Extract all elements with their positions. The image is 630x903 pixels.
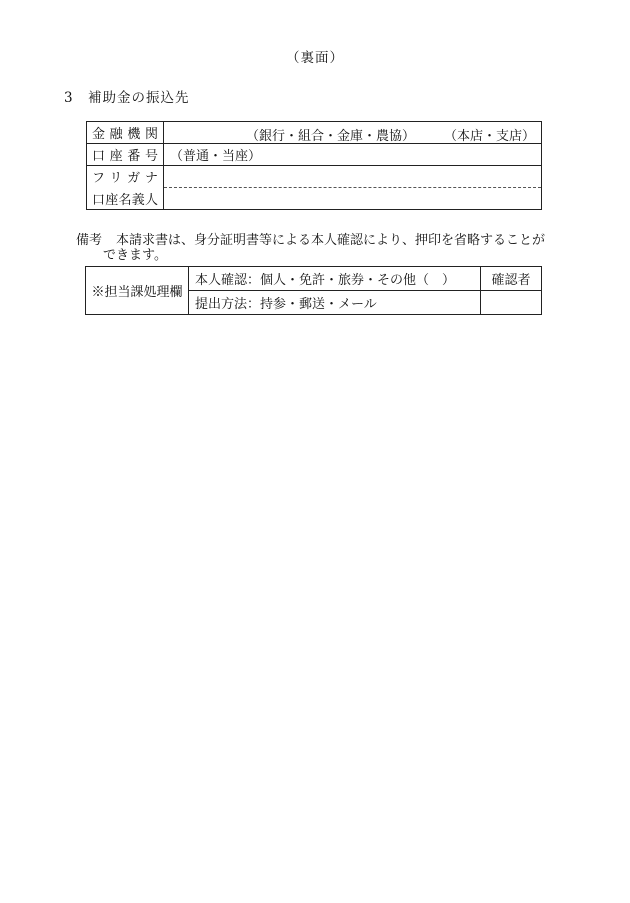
- remarks-label: 備考: [76, 233, 103, 248]
- holder-name-row: [87, 188, 542, 210]
- furigana-row: [87, 166, 542, 188]
- submission-method-cell[interactable]: 提出方法：持参・郵送・メール: [189, 291, 481, 315]
- section-title-text: 補助金の振込先: [88, 90, 190, 106]
- account-number-field[interactable]: [164, 144, 542, 166]
- remarks-text-1: 本請求書は、身分証明書等による本人確認により、押印を省略することが: [116, 233, 546, 248]
- branch-type-options: （本店・支店）: [443, 129, 535, 144]
- account-number-label: 口座番号: [87, 144, 164, 166]
- processing-label: ※担当課処理欄: [86, 267, 189, 315]
- section-title: [64, 86, 190, 106]
- institution-label: 金融機関: [87, 122, 164, 144]
- page-heading: （裏面）: [286, 50, 344, 66]
- processing-table: [85, 266, 542, 315]
- remarks-line-2: できます。: [103, 248, 167, 263]
- confirmer-field[interactable]: [481, 291, 542, 315]
- identity-check-cell[interactable]: 本人確認：個人・免許・旅券・その他（ ）: [189, 267, 481, 291]
- holder-name-field[interactable]: [164, 188, 542, 210]
- institution-field[interactable]: [164, 122, 542, 144]
- institution-row: [87, 122, 542, 144]
- confirmer-header: 確認者: [481, 267, 542, 291]
- remarks-line-1: [76, 233, 566, 248]
- bank-type-options: （銀行・組合・金庫・農協）: [246, 129, 416, 144]
- furigana-field[interactable]: [164, 166, 542, 188]
- furigana-label: フリガナ: [87, 166, 164, 188]
- holder-name-label: 口座名義人: [87, 188, 164, 210]
- account-type-options: （普通・当座）: [170, 149, 262, 164]
- account-number-row: [87, 144, 542, 166]
- section-number: 3: [64, 90, 74, 106]
- bank-transfer-table: [86, 121, 542, 210]
- remarks: [76, 233, 566, 263]
- processing-row-1: [86, 267, 542, 291]
